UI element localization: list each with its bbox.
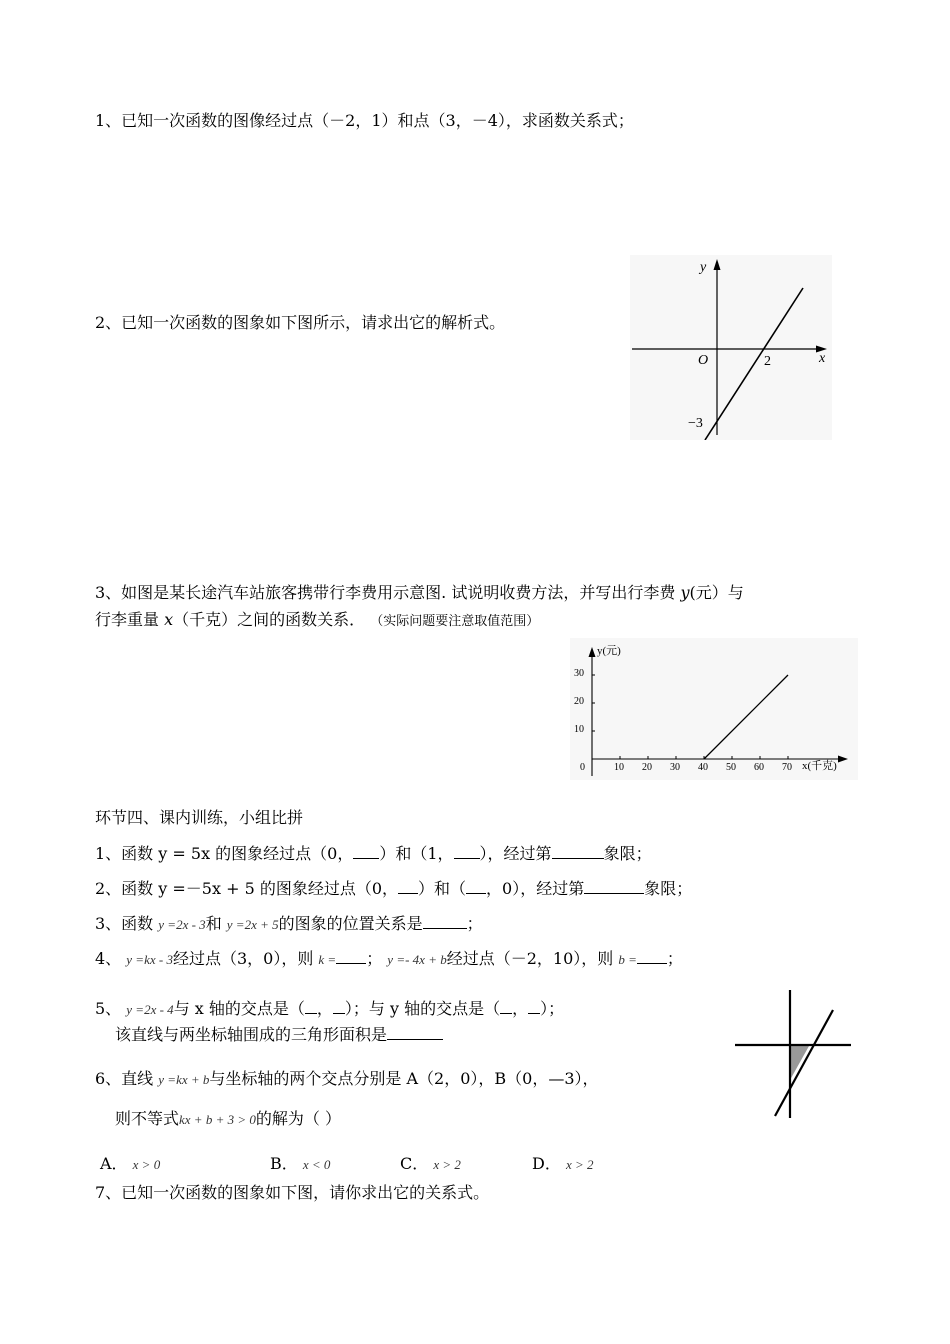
- answer-blank[interactable]: [423, 914, 467, 929]
- exercise-4: 4、 y =kx - 3经过点（3，0），则 k = ； y =- 4x + b经过点（－2，10），则 b = ；: [95, 949, 683, 968]
- origin-label: O: [698, 353, 709, 368]
- answer-blank[interactable]: [305, 999, 317, 1014]
- x-intercept-label: 2: [764, 354, 771, 369]
- x-tick-30: 30: [670, 762, 680, 773]
- answer-blank[interactable]: [528, 999, 540, 1014]
- section-title: 环节四、课内训练，小组比拼: [95, 808, 304, 827]
- answer-blank[interactable]: [500, 999, 512, 1014]
- x-tick-40: 40: [698, 762, 708, 773]
- answer-blank[interactable]: [552, 844, 604, 859]
- question-3-note: （实际问题要注意取值范围）: [370, 614, 540, 629]
- answer-blank[interactable]: [454, 844, 480, 859]
- triangle-area-figure: [733, 988, 855, 1120]
- y-axis-label: y(元): [597, 645, 621, 657]
- y-tick-20: 20: [574, 696, 584, 707]
- exercise-1: 1、函数 y = 5x 的图象经过点（0， ）和（1， ），经过第 象限；: [95, 844, 652, 863]
- answer-blank[interactable]: [353, 844, 379, 859]
- luggage-fee-chart: [570, 638, 858, 780]
- answer-blank[interactable]: [333, 999, 345, 1014]
- exercise-5: 5、 y =2x - 4与 x 轴的交点是（ ， ）；与 y 轴的交点是（ ， ）；: [95, 999, 565, 1018]
- question-1: 1、已知一次函数的图像经过点（－2，1）和点（3，－4），求函数关系式；: [95, 111, 634, 130]
- question-3-line-2: 行李重量 x（千克）之间的函数关系． （实际问题要注意取值范围）: [95, 610, 540, 629]
- x-axis-label: x: [819, 351, 826, 366]
- answer-blank[interactable]: [336, 949, 366, 964]
- option-a[interactable]: A． x > 0: [100, 1154, 161, 1173]
- x-tick-20: 20: [642, 762, 652, 773]
- answer-blank[interactable]: [387, 1025, 443, 1040]
- origin-label: 0: [580, 762, 585, 773]
- x-tick-60: 60: [754, 762, 764, 773]
- y-tick-10: 10: [574, 724, 584, 735]
- y-intercept-label: −3: [688, 416, 703, 431]
- exercise-2: 2、函数 y =－5x + 5 的图象经过点（0， ）和（ ，0），经过第 象限；: [95, 879, 693, 898]
- option-d[interactable]: D． x > 2: [532, 1154, 594, 1173]
- exercise-5-line-2: 该直线与两坐标轴围成的三角形面积是: [115, 1022, 443, 1045]
- exercise-7: 7、已知一次函数的图象如下图，请你求出它的关系式。: [95, 1183, 490, 1202]
- shaded-triangle: [790, 1046, 809, 1080]
- answer-blank[interactable]: [584, 879, 644, 894]
- x-tick-50: 50: [726, 762, 736, 773]
- option-b[interactable]: B． x < 0: [270, 1154, 331, 1173]
- x-tick-10: 10: [614, 762, 624, 773]
- exercise-6: 6、直线 y =kx + b与坐标轴的两个交点分别是 A（2，0），B（0，—3），: [95, 1069, 599, 1088]
- x-axis-label: x(千克): [802, 760, 837, 772]
- x-tick-70: 70: [782, 762, 792, 773]
- option-c[interactable]: C． x > 2: [400, 1154, 461, 1173]
- exercise-6-line-2: 则不等式kx + b + 3 > 0的解为（ ）: [115, 1109, 341, 1128]
- y-tick-30: 30: [574, 668, 584, 679]
- answer-blank[interactable]: [637, 949, 667, 964]
- y-axis-label: y: [700, 260, 707, 275]
- linear-function-graph-1: [630, 255, 832, 440]
- function-line: [775, 1010, 833, 1116]
- answer-blank[interactable]: [466, 879, 486, 894]
- question-3-line-1: 3、如图是某长途汽车站旅客携带行李费用示意图. 试说明收费方法，并写出行李费 y(元）与: [95, 583, 744, 602]
- question-2: 2、已知一次函数的图象如下图所示，请求出它的解析式。: [95, 313, 506, 332]
- exercise-3: 3、函数 y =2x - 3和 y =2x + 5的图象的位置关系是 ；: [95, 914, 483, 933]
- answer-blank[interactable]: [398, 879, 418, 894]
